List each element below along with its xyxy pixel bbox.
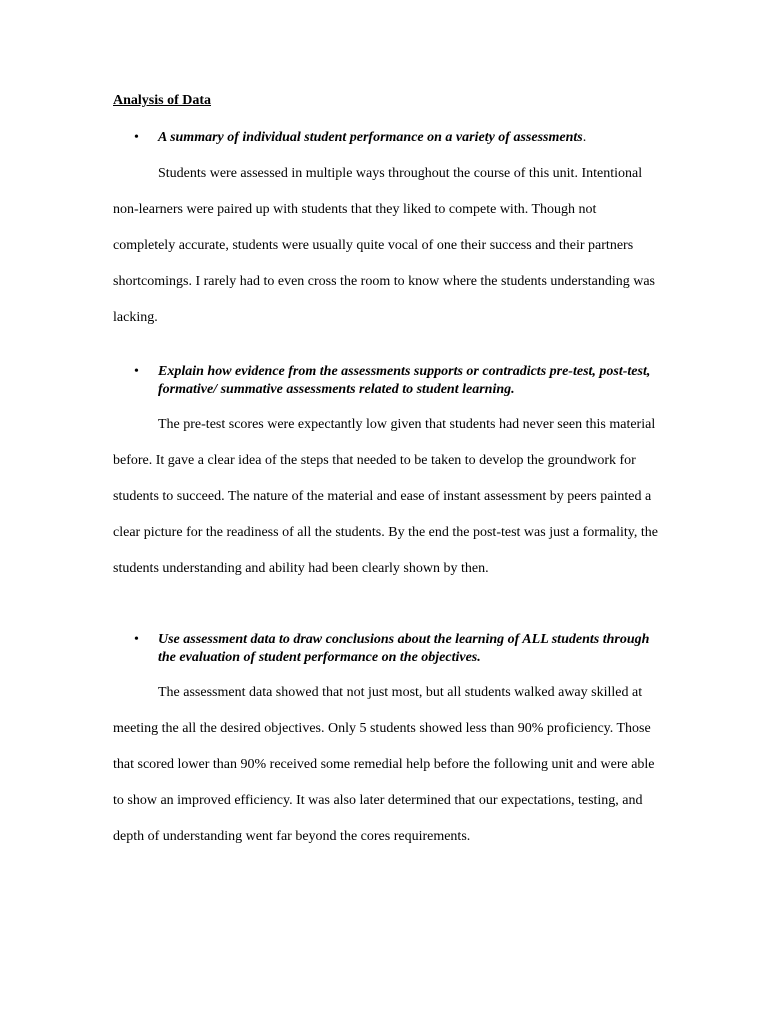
bullet-icon: • bbox=[134, 632, 139, 647]
bullet-item-conclusions bbox=[113, 631, 653, 667]
bullet-icon: • bbox=[134, 364, 139, 379]
paragraph-evidence: The pre-test scores were expectantly low given that students had never seen this material before. It gave a clear idea of the steps that needed to be taken to develop the groundwork for students to succeed. The nature of the material and ease of instant assessment by peers painted a clear picture for the readiness of all the students. By the end the post-test was just a formality, the students understanding and ability had been clearly shown by then. bbox=[113, 417, 658, 576]
bullet-icon: • bbox=[134, 130, 139, 145]
bullet-text: A summary of individual student performance on a variety of assessments bbox=[158, 130, 583, 145]
bullet-suffix: . bbox=[582, 130, 587, 145]
bullet-text: Use assessment data to draw conclusions about the learning of ALL students through the evaluation of student performance on the objectives. bbox=[158, 632, 650, 665]
bullet-text: Explain how evidence from the assessments supports or contradicts pre-test, post-test, formative/ summative assessments related to student learning. bbox=[158, 364, 651, 397]
bullet-item-summary bbox=[113, 129, 653, 147]
page-title: Analysis of Data bbox=[113, 93, 212, 108]
paragraph-summary: Students were assessed in multiple ways throughout the course of this unit. Intentional non-learners were paired up with students that they liked to compete with. Though not completely accurate, students were usually quite vocal of one their success and their partners shortcomings. I rarely had to even cross the room to know where the students understanding was lacking. bbox=[113, 166, 655, 325]
bullet-item-evidence bbox=[113, 363, 653, 399]
paragraph-conclusions: The assessment data showed that not just most, but all students walked away skilled at meeting the all the desired objectives. Only 5 students showed less than 90% proficiency. Those that scored lower than 90% received some remedial help before the following unit and were able to show an improved efficiency. It was also later determined that our expectations, testing, and depth of understanding went far beyond the cores requirements. bbox=[113, 685, 655, 844]
